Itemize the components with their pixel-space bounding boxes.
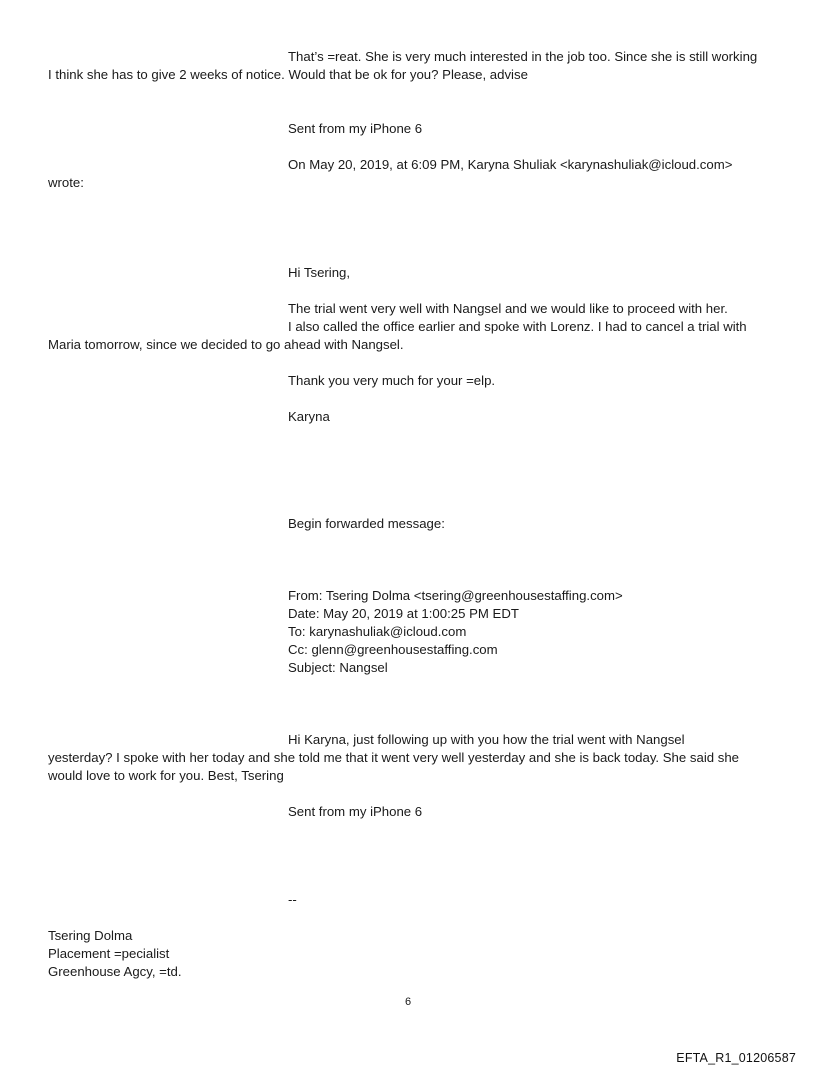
forwarded-subject: Subject: Nangsel xyxy=(288,660,388,675)
karyna-name: Karyna xyxy=(288,409,330,424)
forwarded-label: Begin forwarded message: xyxy=(288,516,445,531)
karyna-paragraph-line-2: I also called the office earlier and spoke with Lorenz. I had to cancel a trial with xyxy=(288,319,747,334)
forwarded-to: To: karynashuliak@icloud.com xyxy=(288,624,467,639)
forwarded-signature: Sent from my iPhone 6 xyxy=(288,804,423,819)
page-number: 6 xyxy=(404,996,412,1008)
forwarded-body-line-2: yesterday? I spoke with her today and she told me that it went very well yesterday and she is back today. She said she xyxy=(48,750,740,765)
reply-signature: Sent from my iPhone 6 xyxy=(288,121,423,136)
forwarded-body-line-3: would love to work for you. Best, Tsering xyxy=(48,768,284,783)
karyna-greeting: Hi Tsering, xyxy=(288,265,351,280)
signature-separator: -- xyxy=(288,892,297,907)
forwarded-cc: Cc: glenn@greenhousestaffing.com xyxy=(288,642,498,657)
forwarded-body-line-1: Hi Karyna, just following up with you how the trial went with Nangsel xyxy=(288,732,685,747)
sig-company: Greenhouse Agcy, =td. xyxy=(48,964,182,979)
quote-header-wrote: wrote: xyxy=(48,175,84,190)
bates-stamp: EFTA_R1_01206587 xyxy=(676,1051,796,1065)
forwarded-from: From: Tsering Dolma <tsering@greenhousestaffing.com> xyxy=(288,588,623,603)
karyna-paragraph-line-1: The trial went very well with Nangsel and we would like to proceed with her. xyxy=(288,301,728,316)
quote-header: On May 20, 2019, at 6:09 PM, Karyna Shuliak <karynashuliak@icloud.com> xyxy=(288,157,733,172)
reply-line-2: I think she has to give 2 weeks of notice. Would that be ok for you? Please, advise xyxy=(48,67,528,82)
forwarded-date: Date: May 20, 2019 at 1:00:25 PM EDT xyxy=(288,606,519,621)
karyna-paragraph-line-3: Maria tomorrow, since we decided to go ahead with Nangsel. xyxy=(48,337,404,352)
karyna-thanks: Thank you very much for your =elp. xyxy=(288,373,496,388)
sig-name: Tsering Dolma xyxy=(48,928,133,943)
sig-title: Placement =pecialist xyxy=(48,946,170,961)
reply-line-1: That’s =reat. She is very much interested in the job too. Since she is still working xyxy=(288,49,758,64)
